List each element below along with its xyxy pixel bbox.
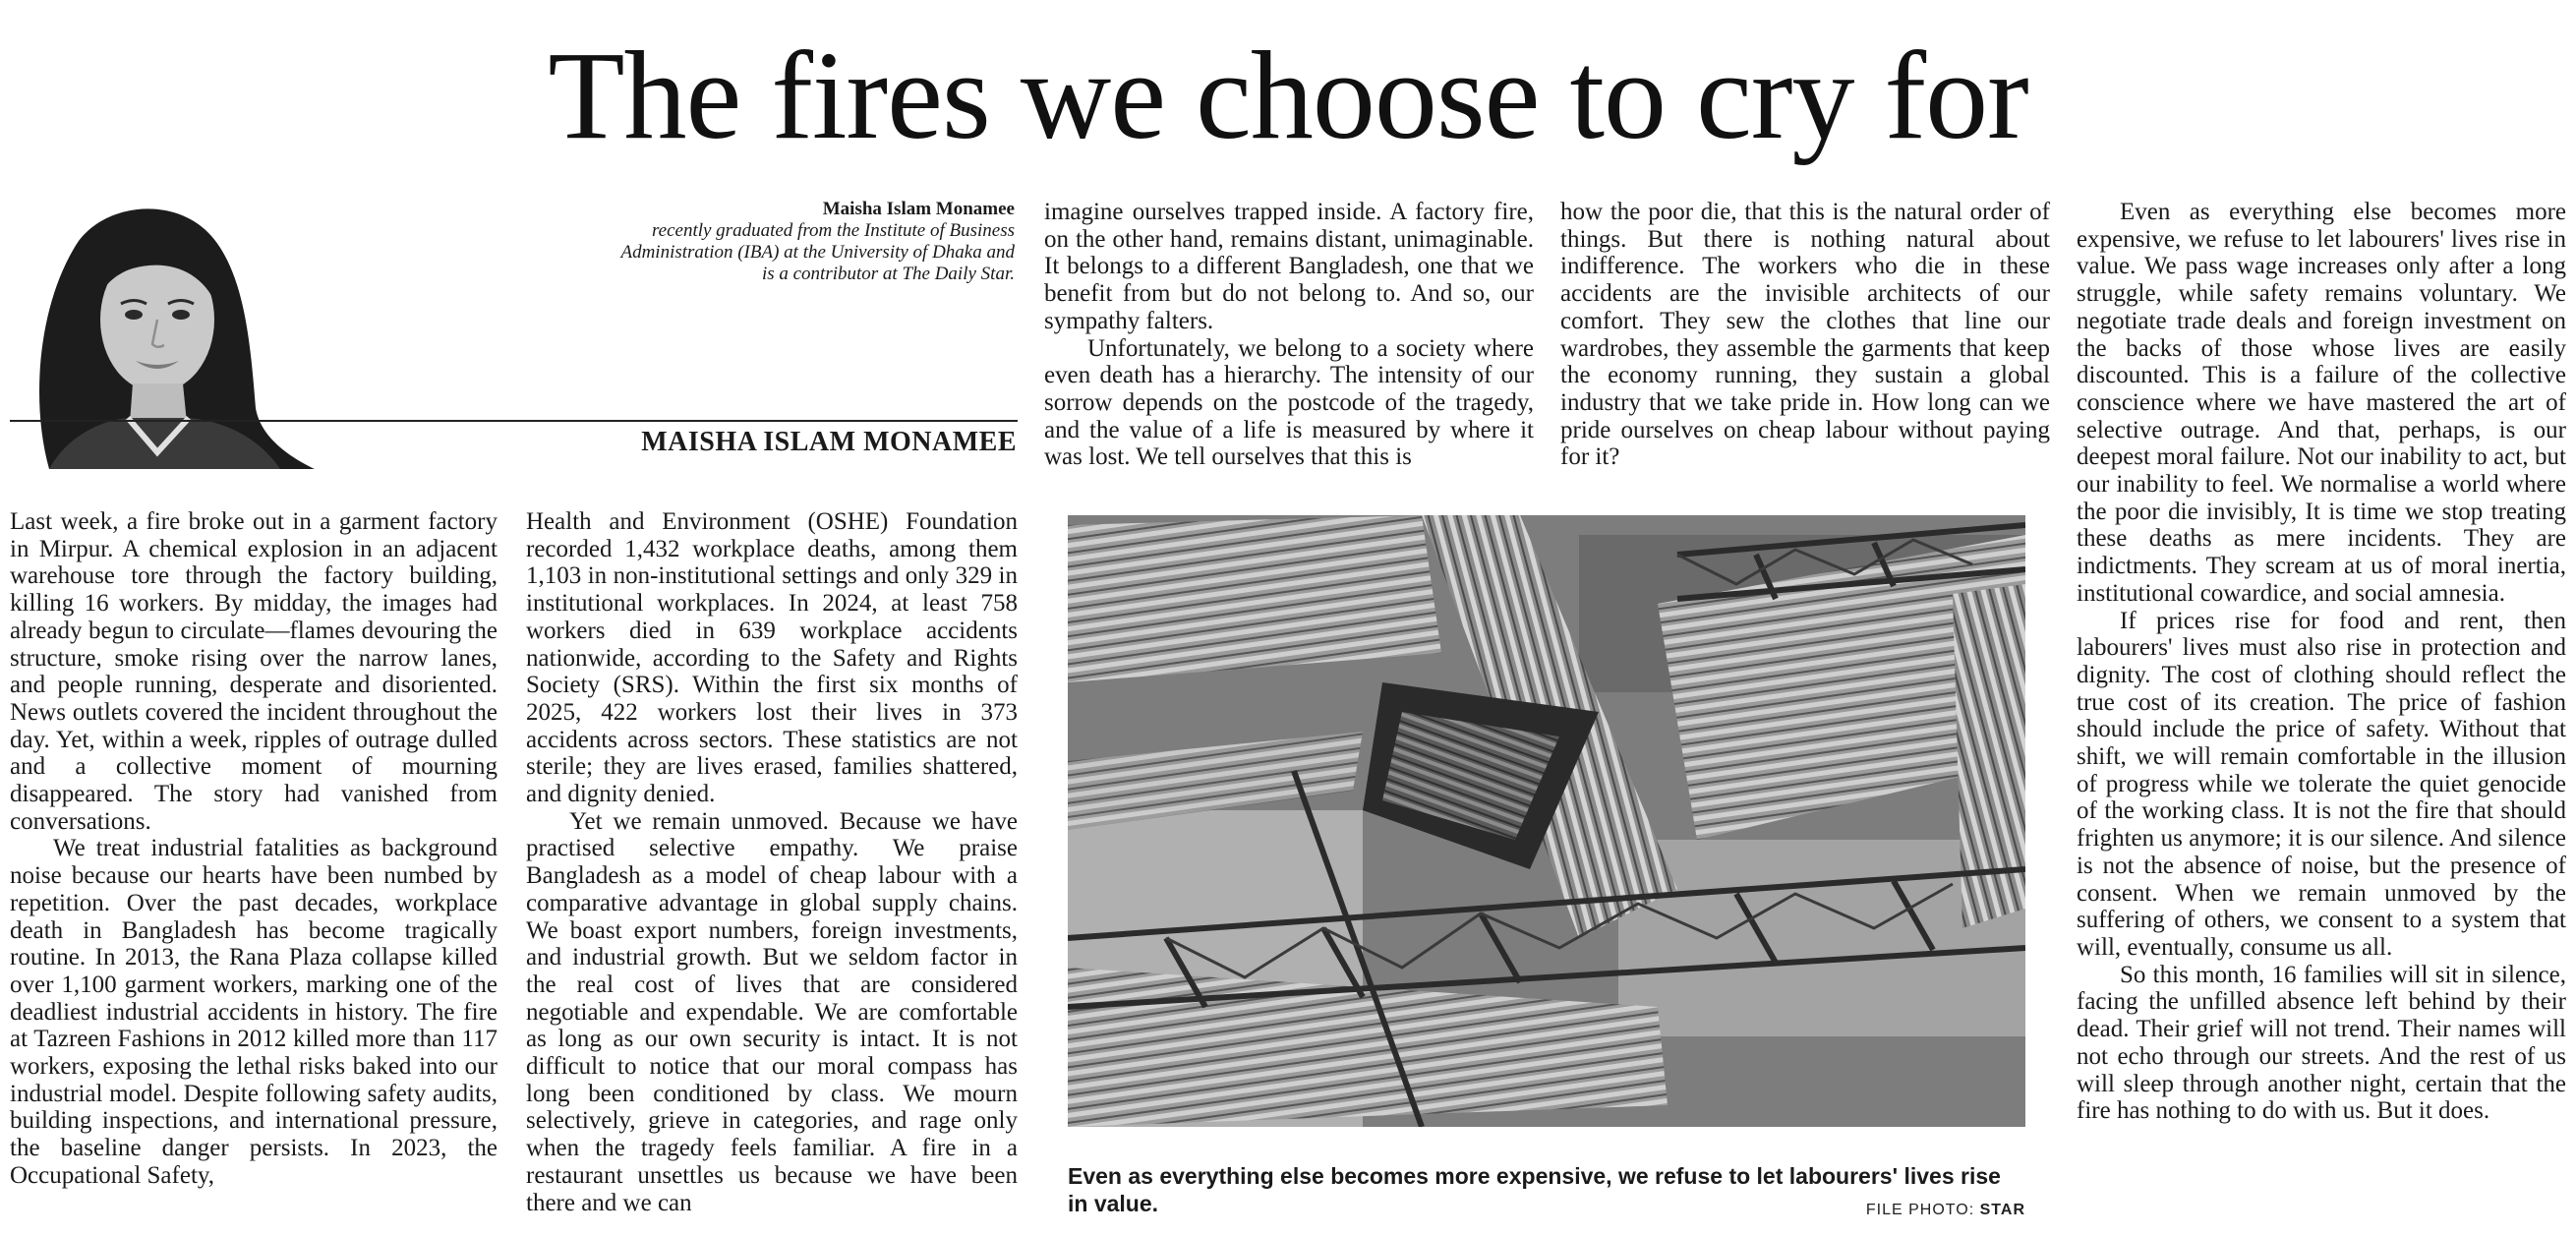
author-divider [10,420,1018,422]
paragraph: If prices rise for food and rent, then labourers' lives must also rise in protection and dignity. The cost of clothing should reflect the true cost of its creation. The price of fashion should include the price of safety. Without that shift, we will remain comfortable in the illusion of progress while we tolerate the quiet genocide of the working class. It is not the fire that should frighten us anymore; it is our silence. And silence is not the absence of noise, but the presence of consent. When we remain unmoved by the suffering of others, we consent to a system that will, eventually, consume us all. [2077,607,2566,961]
headline: The fires we choose to cry for [548,26,2028,165]
photo-caption: Even as everything else becomes more expensive, we refuse to let labourers' lives rise in value. [1068,1163,2001,1216]
paragraph: Even as everything else becomes more expensive, we refuse to let labourers' lives rise in value. We pass wage increases only after a long struggle, while safety remains voluntary. We negotiate trade deals and foreign investment on the backs of those whose lives are easily discounted. This is a failure of the collective conscience where we have mastered the art of selective outrage. And that, perhaps, is our deepest moral failure. Not our inability to act, but our inability to feel. We normalise a world where the poor die invisibly, It is time we stop treating these deaths as mere incidents. They are indictments. They scream at us of moral inertia, institutional cowardice, and social amnesia. [2077,199,2566,607]
article-photo [1068,515,2025,1127]
paragraph: We treat industrial fatalities as background noise because our hearts have been numbed by repetition. Over the past decades, workplace death in Bangladesh has become tragically routine. In 2013, the Rana Plaza collapse killed over 1,100 garment workers, marking one of the deadliest industrial accidents in history. The fire at Tazreen Fashions in 2012 killed more than 117 workers, exposing the lethal risks baked into our industrial model. Despite following safety audits, building inspections, and international pressure, the baseline danger persists. In 2023, the Occupational Safety, [10,835,498,1189]
article-column-4 [1560,199,2050,471]
article-column-5 [2077,199,2566,1125]
paragraph: Last week, a fire broke out in a garment factory in Mirpur. A chemical explosion in an adjacent warehouse tore through the factory building, killing 16 workers. By midday, the images had already begun to circulate—flames devouring the structure, smoke rising over the narrow lanes, and people running, desperate and disoriented. News outlets covered the incident throughout the day. Yet, within a week, ripples of outrage dulled and a collective moment of mourning disappeared. The story had vanished from conversations. [10,508,498,835]
paragraph: Unfortunately, we belong to a society where even death has a hierarchy. The intensity of our sorrow depends on the postcode of the tragedy, and the value of a life is measured by where it was lost. We tell ourselves that this is [1044,334,1534,471]
photo-credit-prefix: FILE PHOTO: [1865,1202,1980,1218]
photo-credit-source: STAR [1979,1202,2025,1218]
paragraph: how the poor die, that this is the natural order of things. But there is nothing natural about indifference. The workers who die in these accidents are the invisible architects of our comfort. They sew the clothes that line our wardrobes, they assemble the garments that keep the economy running, they sustain a global industry that we take pride in. How long can we pride ourselves on cheap labour without paying for it? [1560,199,2050,471]
photo-credit [1534,1202,2025,1219]
article-column-3 [1044,199,1534,471]
paragraph: Health and Environment (OSHE) Foundation recorded 1,432 workplace deaths, among them 1,103 in non-institutional settings and only 329 in institutional workplaces. In 2024, at least 758 workers died in 639 workplace accidents nationwide, according to the Safety and Rights Society (SRS). Within the first six months of 2025, 422 workers lost their lives in 373 accidents across sectors. These statistics are not sterile; they are lives erased, families shattered, and dignity denied. [526,508,1018,808]
paragraph: Yet we remain unmoved. Because we have practised selective empathy. We praise Bangladesh as a model of cheap labour with a comparative advantage in global supply chains. We boast export numbers, foreign investments, and industrial growth. But we seldom factor in the real cost of lives that are considered negotiable and expendable. We are comfortable as long as our own security is intact. It is not difficult to notice that our moral compass has long been conditioned by class. We mourn selectively, grieve in categories, and rage only when the tragedy feels familiar. A fire in a restaurant unsettles us because we have been there and we can [526,807,1018,1216]
author-byline: MAISHA ISLAM MONAMEE [641,427,1017,457]
author-bio-text: recently graduated from the Institute of Business Administration (IBA) at the University of Dhaka and is a contributor at The Daily Star. [620,220,1015,284]
paragraph: imagine ourselves trapped inside. A factory fire, on the other hand, remains distant, unimaginable. It belongs to a different Bangladesh, one that we benefit from but do not belong to. And so, our sympathy falters. [1044,199,1534,334]
author-portrait [10,182,324,469]
article-column-1 [10,508,498,1190]
author-name: Maisha Islam Monamee [822,199,1015,219]
paragraph: So this month, 16 families will sit in silence, facing the unfilled absence left behind by their dead. Their grief will not trend. Their names will not echo through our streets. And the rest of us will sleep through another night, certain that the fire has nothing to do with us. But it does. [2077,961,2566,1125]
author-bio [610,199,1015,285]
article-column-2 [526,508,1018,1216]
